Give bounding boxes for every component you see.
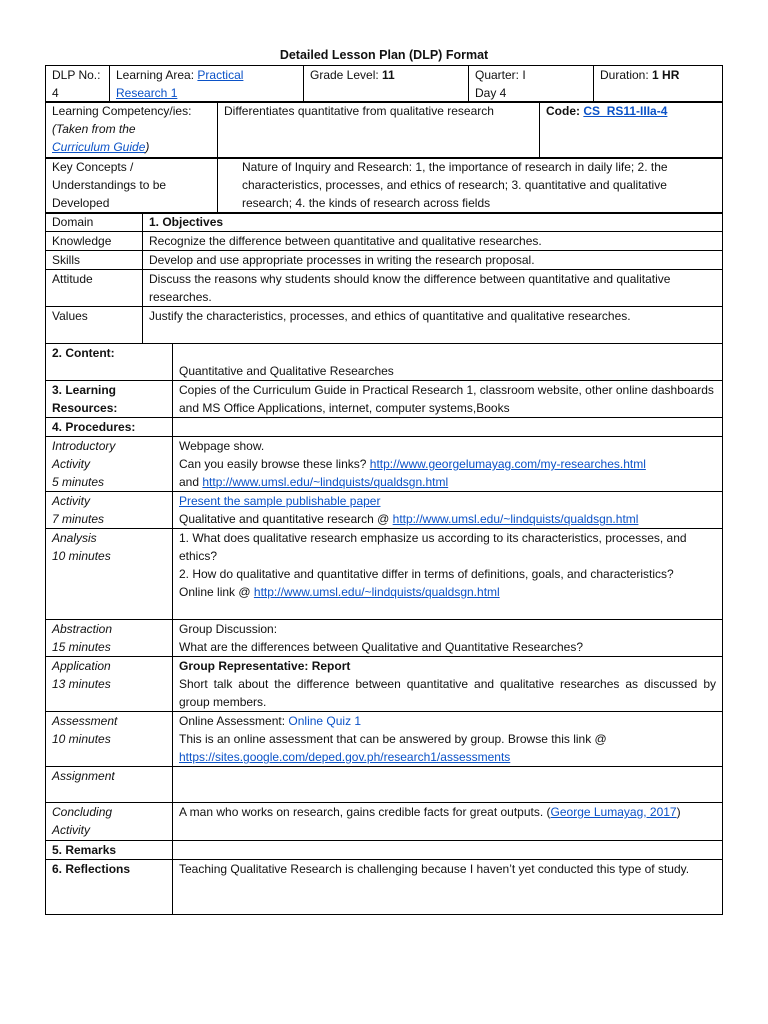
grade-level: Grade Level: 11: [304, 66, 469, 103]
objective-text: Develop and use appropriate processes in writing the research proposal.: [143, 251, 723, 270]
objectives-heading: 1. Objectives: [143, 213, 723, 232]
online-quiz-link[interactable]: Online Quiz 1: [288, 714, 362, 728]
introductory-text: Webpage show. Can you easily browse these links? http://www.georgelumayag.com/my-researches.html and http://www.umsl.edu/~lindquists/qualdsgn.html: [173, 437, 723, 492]
resources-label: 3. Learning Resources:: [46, 381, 173, 418]
assignment-text: [173, 767, 723, 803]
objective-label: Values: [46, 307, 143, 344]
reflections-text: Teaching Qualitative Research is challenging because I haven’t yet conducted this type of study.: [173, 860, 723, 915]
assessment-text: Online Assessment: Online Quiz 1 This is an online assessment that can be answered by group. Browse this link @ https://sites.google.com/deped.gov.ph/research1/assessments: [173, 712, 723, 767]
reflections-label: 6. Reflections: [46, 860, 173, 915]
code-link[interactable]: CS_RS11-IIIa-4: [583, 104, 668, 118]
umsl-link[interactable]: http://www.umsl.edu/~lindquists/qualdsgn.html: [253, 585, 500, 599]
objective-label: Attitude: [46, 270, 143, 307]
key-concepts-text: Nature of Inquiry and Research: 1, the importance of research in daily life; 2. the characteristics, processes, and ethics of research; 3. quantitative and qualitative research; 4. the kinds of research across fields: [218, 158, 723, 214]
activity-text: Present the sample publishable paper Qualitative and quantitative research @ http://www.umsl.edu/~lindquists/qualdsgn.html: [173, 492, 723, 529]
objectives-table: [45, 212, 723, 344]
analysis-text: 1. What does qualitative research emphasize us according to its characteristics, processes, and ethics? 2. How do qualitative and quantitative differ in terms of definitions, goals, and characteristics? Online link @ http://www.umsl.edu/~lindquists/qualdsgn.html: [173, 529, 723, 620]
content-text: Quantitative and Qualitative Researches: [173, 344, 723, 381]
activity-label: Activity 7 minutes: [46, 492, 173, 529]
remarks-label: 5. Remarks: [46, 841, 173, 860]
competency-table: [45, 101, 723, 159]
objective-text: Justify the characteristics, processes, and ethics of quantitative and qualitative researches.: [143, 307, 723, 344]
introductory-label: Introductory Activity 5 minutes: [46, 437, 173, 492]
domain-label: Domain: [46, 213, 143, 232]
assignment-label: Assignment: [46, 767, 173, 803]
concluding-label: Concluding Activity: [46, 803, 173, 841]
lumayag-researches-link[interactable]: http://www.georgelumayag.com/my-researches.html: [369, 457, 646, 471]
content-label: 2. Content:: [46, 344, 173, 381]
abstraction-text: Group Discussion: What are the differences between Qualitative and Quantitative Researches?: [173, 620, 723, 657]
assessment-label: Assessment 10 minutes: [46, 712, 173, 767]
objective-label: Skills: [46, 251, 143, 270]
competency-text: Differentiates quantitative from qualitative research: [218, 102, 540, 159]
key-concepts-label: Key Concepts / Understandings to be Developed: [46, 158, 218, 214]
assessments-link[interactable]: https://sites.google.com/deped.gov.ph/research1/assessments: [179, 750, 511, 764]
duration: Duration: 1 HR: [594, 66, 723, 103]
objective-text: Discuss the reasons why students should know the difference between quantitative and qualitative researches.: [143, 270, 723, 307]
sample-paper-link[interactable]: Present the sample publishable paper: [179, 494, 381, 508]
key-concepts-table: [45, 157, 723, 214]
objective-label: Knowledge: [46, 232, 143, 251]
curriculum-guide-link[interactable]: Curriculum Guide: [52, 140, 146, 154]
procedures-table: [45, 343, 723, 915]
quarter-day: Quarter: I Day 4: [469, 66, 594, 103]
abstraction-label: Abstraction 15 minutes: [46, 620, 173, 657]
umsl-link[interactable]: http://www.umsl.edu/~lindquists/qualdsgn.html: [392, 512, 639, 526]
lumayag-citation-link[interactable]: George Lumayag, 2017: [550, 805, 677, 819]
objective-text: Recognize the difference between quantitative and qualitative researches.: [143, 232, 723, 251]
learning-area: Learning Area: Practical Research 1: [110, 66, 304, 103]
remarks-text: [173, 841, 723, 860]
procedures-label: 4. Procedures:: [46, 418, 173, 437]
page-title: Detailed Lesson Plan (DLP) Format: [279, 48, 489, 62]
application-label: Application 13 minutes: [46, 657, 173, 712]
umsl-link[interactable]: http://www.umsl.edu/~lindquists/qualdsgn.html: [202, 475, 449, 489]
competency-label: Learning Competency/ies: (Taken from the Curriculum Guide): [46, 102, 218, 159]
concluding-text: A man who works on research, gains credible facts for great outputs. (George Lumayag, 2017): [173, 803, 723, 841]
dlp-number: DLP No.: 4: [46, 66, 110, 103]
analysis-label: Analysis 10 minutes: [46, 529, 173, 620]
resources-text: Copies of the Curriculum Guide in Practical Research 1, classroom website, other online dashboards and MS Office Applications, internet, computer systems,Books: [173, 381, 723, 418]
learning-area-link[interactable]: Practical Research 1: [116, 68, 244, 100]
competency-code: Code: CS_RS11-IIIa-4: [540, 102, 723, 159]
application-text: Group Representative: Report Short talk about the difference between quantitative and qualitative researches as discussed by group members.: [173, 657, 723, 712]
header-table: [45, 65, 723, 103]
procedures-empty: [173, 418, 723, 437]
